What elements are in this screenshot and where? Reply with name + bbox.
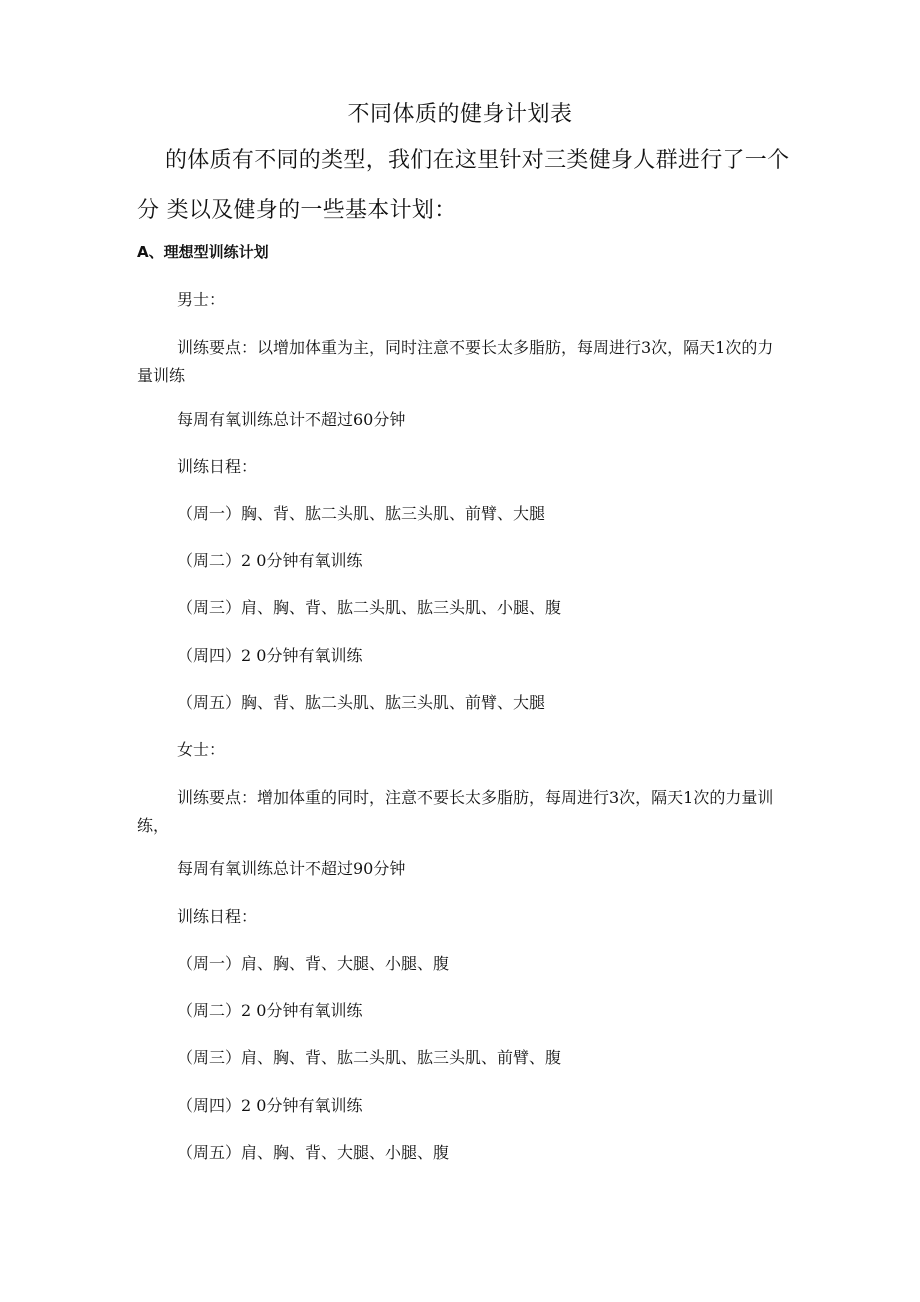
women-aerobic-limit: 每周有氧训练总计不超过90分钟 (177, 859, 406, 878)
intro-line-1: 的体质有不同的类型，我们在这里针对三类健身人群进行了一个 (165, 148, 790, 173)
men-schedule-fri: （周五）胸、背、肱二头肌、肱三头肌、前臂、大腿 (177, 693, 546, 712)
women-schedule-tue: （周二）2 0分钟有氧训练 (177, 1001, 363, 1020)
men-aerobic-limit: 每周有氧训练总计不超过60分钟 (177, 410, 406, 429)
men-schedule-wed: （周三）肩、胸、背、肱二头肌、肱三头肌、小腿、腹 (177, 598, 562, 617)
men-label: 男士： (177, 290, 226, 309)
women-schedule-fri: （周五）肩、胸、背、大腿、小腿、腹 (177, 1143, 450, 1162)
section-heading: A、理想型训练计划 (137, 243, 269, 261)
men-key-points: 训练要点：以增加体重为主，同时注意不要长太多脂肪，每周进行3次，隔天1次的力量训练 (137, 338, 774, 385)
document-title: 不同体质的健身计划表 (347, 102, 573, 127)
women-key-points: 训练要点：增加体重的同时，注意不要长太多脂肪，每周进行3次，隔天1次的力量训练， (137, 788, 774, 835)
men-schedule-thu: （周四）2 0分钟有氧训练 (177, 646, 363, 665)
intro-line-2: 分 类以及健身的一些基本计划： (137, 198, 457, 223)
women-schedule-wed: （周三）肩、胸、背、肱二头肌、肱三头肌、前臂、腹 (177, 1048, 562, 1067)
women-label: 女士： (177, 740, 226, 759)
men-schedule-tue: （周二）2 0分钟有氧训练 (177, 551, 363, 570)
men-schedule-mon: （周一）胸、背、肱二头肌、肱三头肌、前臂、大腿 (177, 504, 546, 523)
men-schedule-label: 训练日程： (177, 457, 258, 476)
women-schedule-label: 训练日程： (177, 907, 258, 926)
women-schedule-thu: （周四）2 0分钟有氧训练 (177, 1096, 363, 1115)
women-schedule-mon: （周一）肩、胸、背、大腿、小腿、腹 (177, 954, 450, 973)
